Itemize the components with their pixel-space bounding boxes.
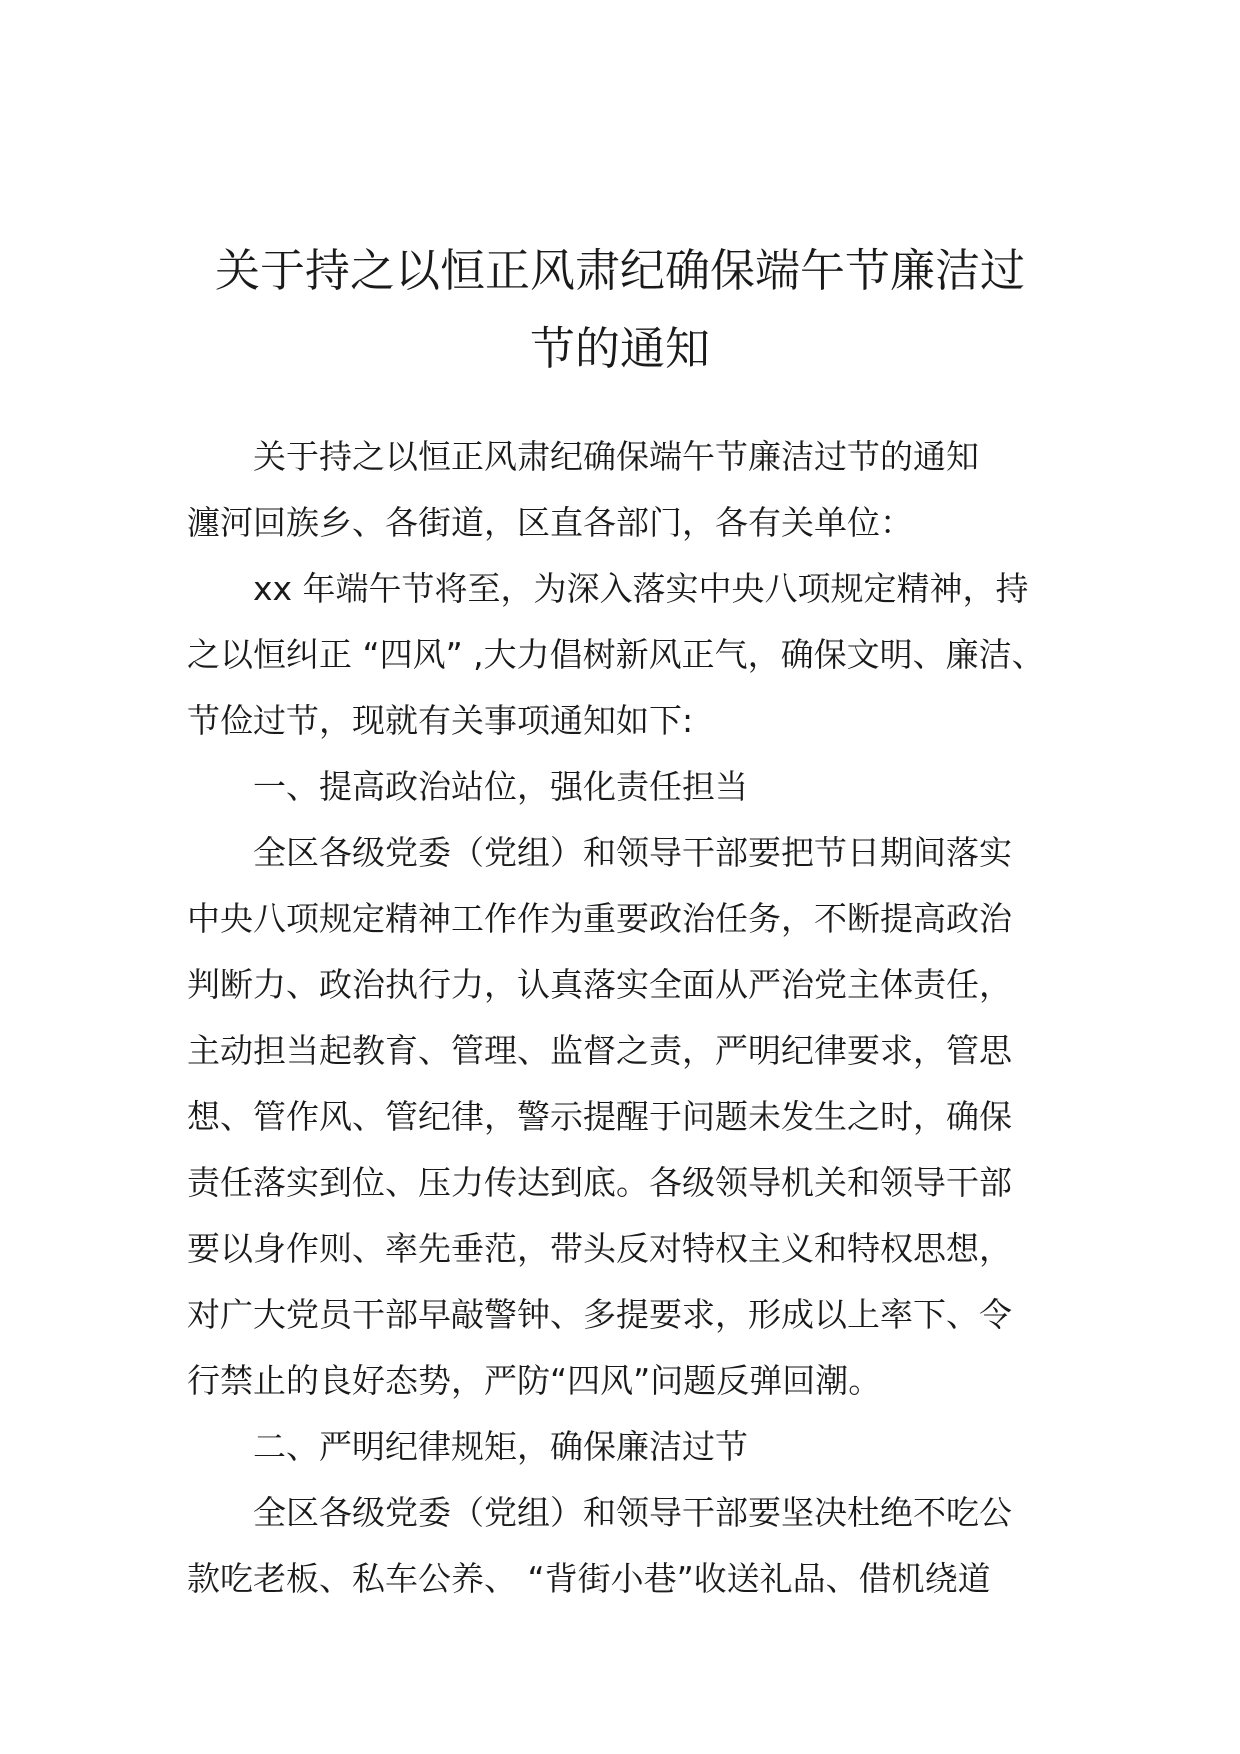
body-line: 判断力、政治执行力，认真落实全面从严治党主体责任， [187,965,1012,1004]
section-heading-1: 一、提高政治站位，强化责任担当 [253,767,748,806]
body-line: 节俭过节，现就有关事项通知如下: [187,701,694,740]
addressee-line: 瀍河回族乡、各街道，区直各部门，各有关单位： [187,503,913,542]
body-line: 中央八项规定精神工作作为重要政治任务，不断提高政治 [187,899,1012,938]
body-line: 主动担当起教育、管理、监督之责，严明纪律要求，管思 [187,1031,1012,1070]
document-title [150,232,1090,388]
title-line-2: 节的通知 [529,322,710,375]
body-line: 款吃老板、私车公养、 “背街小巷”收送礼品、借机绕道 [187,1559,991,1598]
body-line: 之以恒纠正 “四风” ,大力倡树新风正气，确保文明、廉洁、 [187,635,1045,674]
body-line: 要以身作则、率先垂范，带头反对特权主义和特权思想， [187,1229,1012,1268]
body-line: 责任落实到位、压力传达到底。各级领导机关和领导干部 [187,1163,1012,1202]
body-line: 全区各级党委（党组）和领导干部要坚决杜绝不吃公 [253,1493,1012,1532]
body-line: 对广大党员干部早敲警钟、多提要求，形成以上率下、令 [187,1295,1012,1334]
document-body [187,424,1077,1612]
section-heading-2: 二、严明纪律规矩，确保廉洁过节 [253,1427,748,1466]
body-line: 全区各级党委（党组）和领导干部要把节日期间落实 [253,833,1012,872]
body-line: xx 年端午节将至，为深入落实中央八项规定精神，持 [253,569,1029,608]
body-line: 行禁止的良好态势，严防“四风”问题反弹回潮。 [187,1361,882,1400]
body-line: 想、管作风、管纪律，警示提醒于问题未发生之时，确保 [187,1097,1012,1136]
title-line-1: 关于持之以恒正风肃纪确保端午节廉洁过 [214,244,1025,297]
body-line: 关于持之以恒正风肃纪确保端午节廉洁过节的通知 [253,437,979,476]
